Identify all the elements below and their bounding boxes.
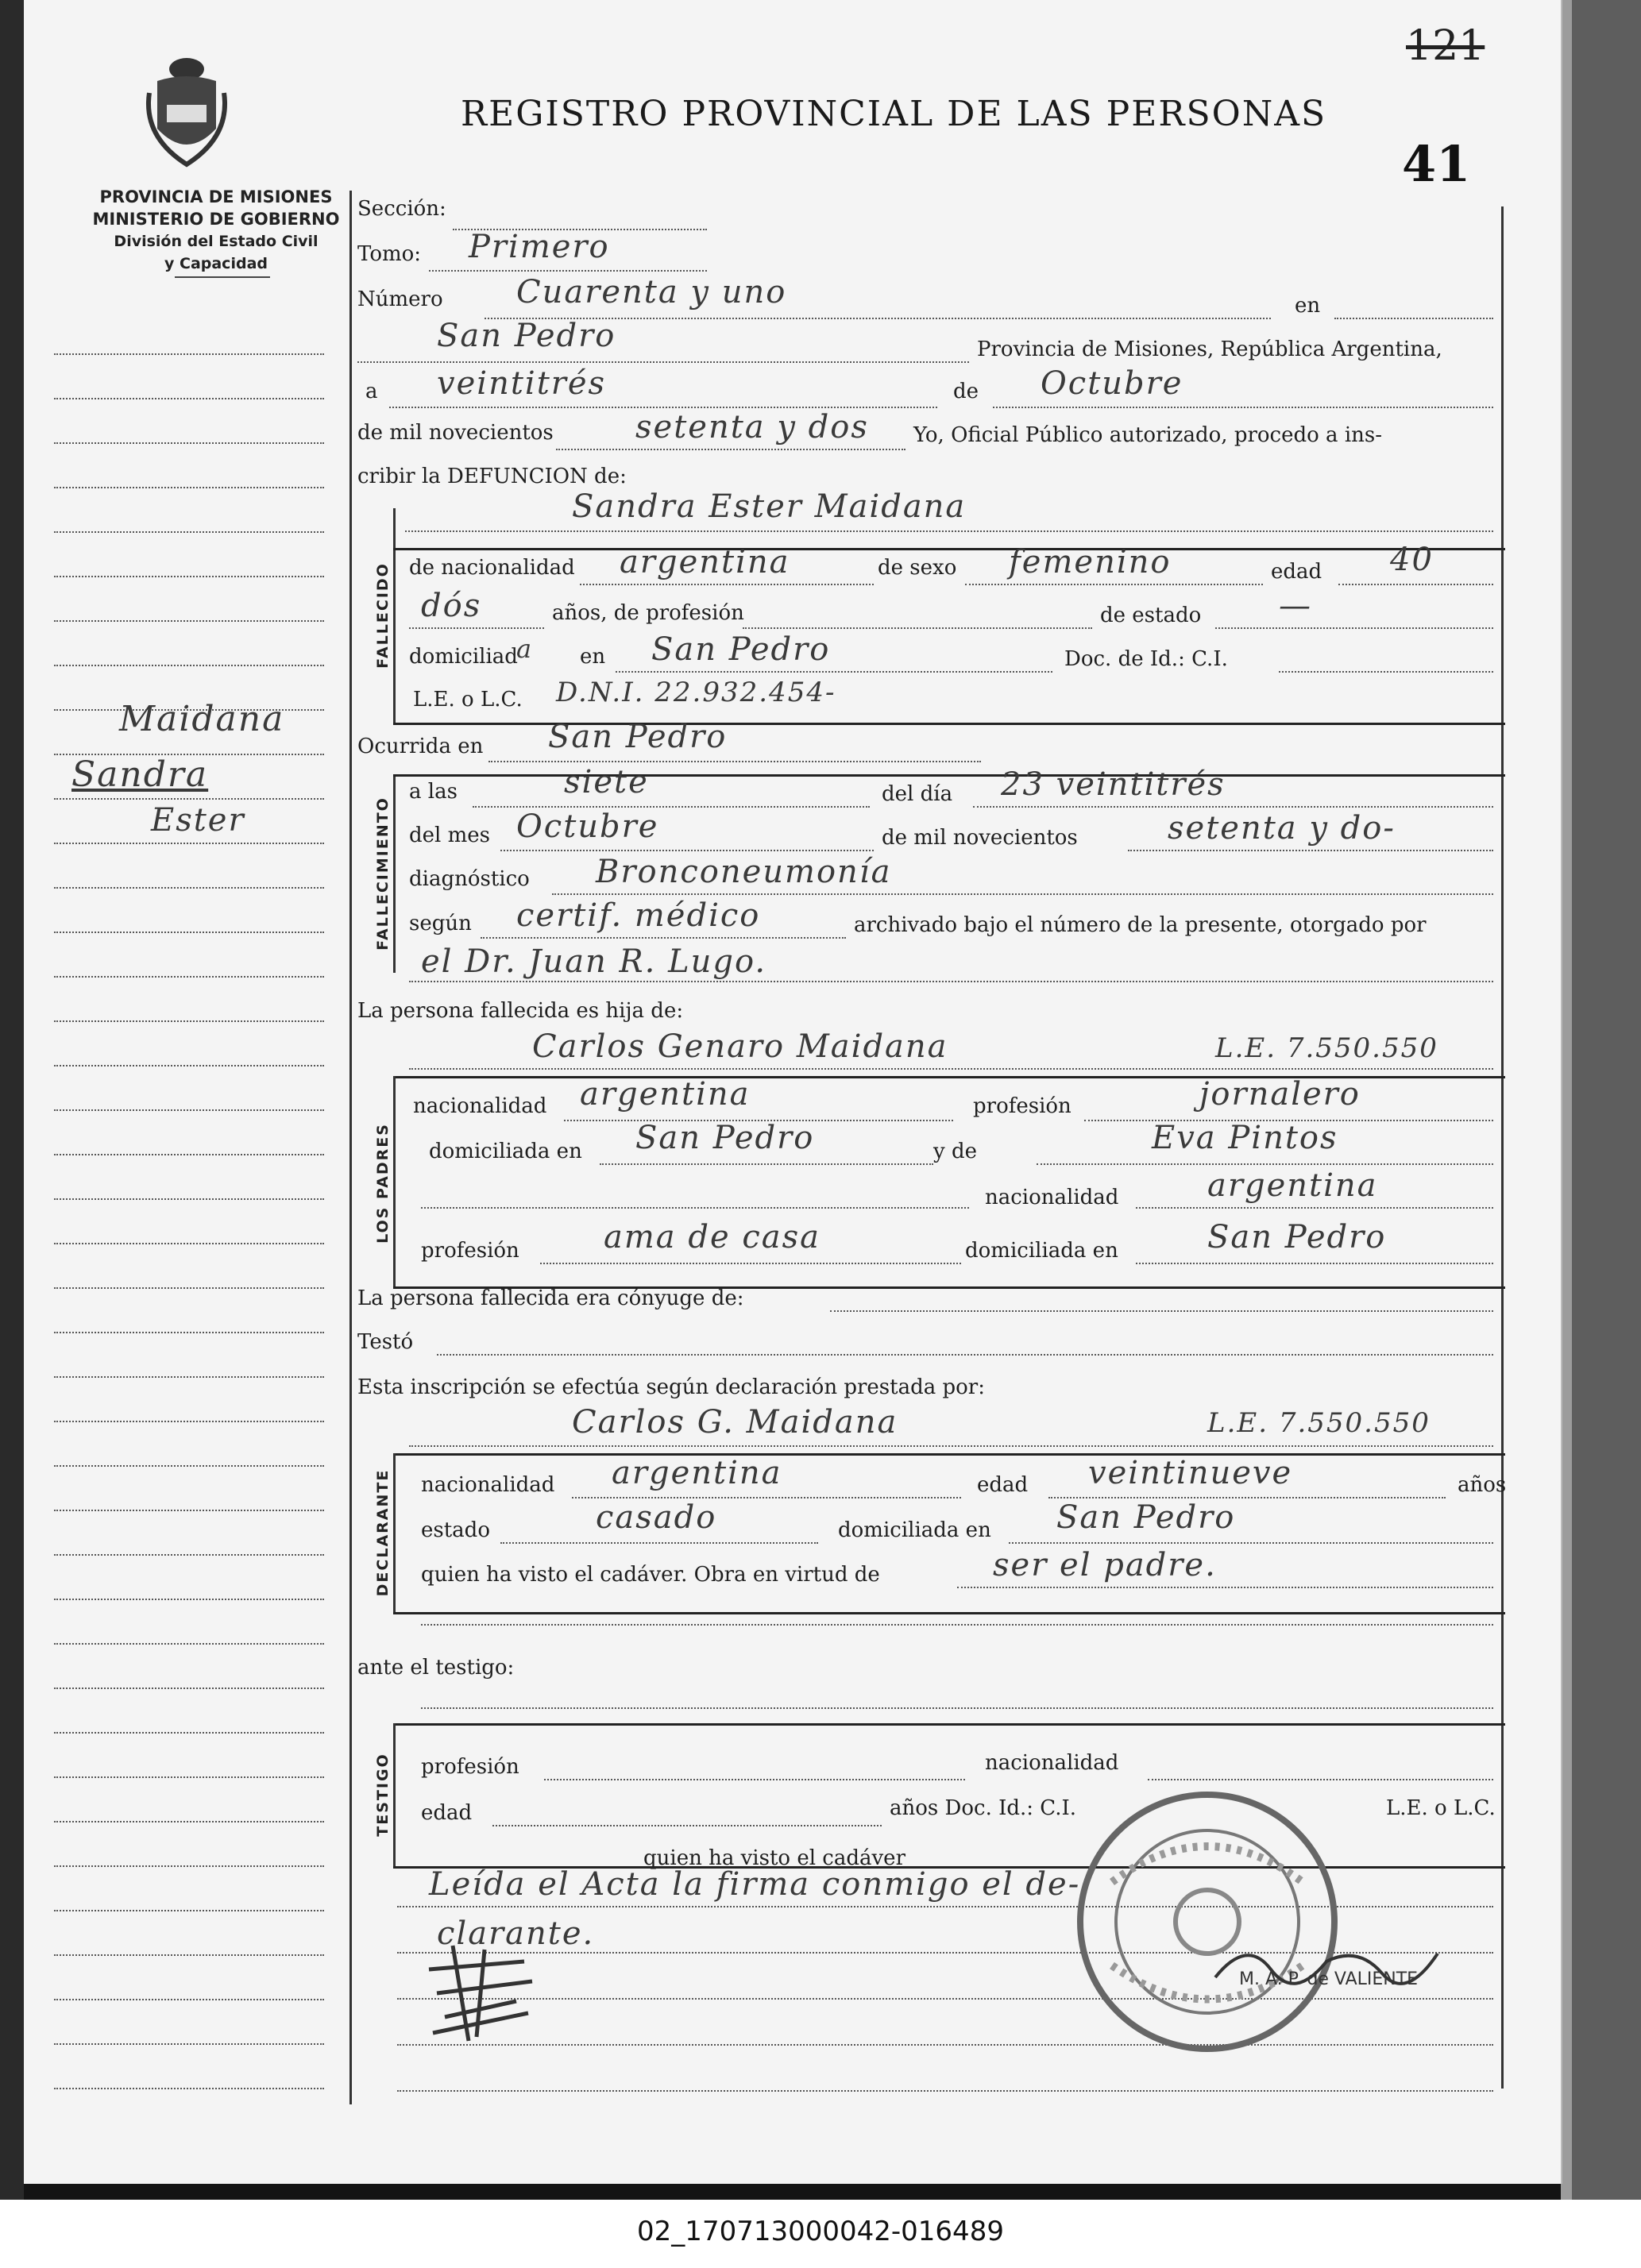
ocurrida-value: San Pedro <box>548 719 728 755</box>
certificado-value: certif. médico <box>516 897 761 934</box>
page-title: REGISTRO PROVINCIAL DE LAS PERSONAS <box>461 94 1327 134</box>
margin-second-name: Ester <box>151 802 245 839</box>
del-mes-value: Octubre <box>516 808 659 845</box>
tomo-label: Tomo: <box>357 242 422 266</box>
del-dia-value: 23 veintitrés <box>1001 766 1226 803</box>
section-declarante: DECLARANTE <box>374 1468 392 1597</box>
domicilio-value: San Pedro <box>651 631 831 668</box>
edad-value: 40 <box>1390 542 1434 578</box>
struck-folio-number: 121 <box>1406 22 1485 70</box>
dia-value: veintitrés <box>437 365 607 402</box>
section-fallecido: FALLECIDO <box>374 562 392 669</box>
closing-note-1: Leída el Acta la firma conmigo el de- <box>429 1866 1081 1903</box>
declarante-name: Carlos G. Maidana <box>572 1404 898 1441</box>
book-cover <box>1561 0 1641 2200</box>
estado-value: — <box>1279 588 1312 624</box>
otorgado-value: el Dr. Juan R. Lugo. <box>421 943 767 980</box>
padre-name: Carlos Genaro Maidana <box>532 1028 948 1065</box>
official-stamp-icon <box>1064 1779 1350 2065</box>
seccion-label: Sección: <box>357 197 446 221</box>
nacionalidad-value: argentina <box>620 544 790 580</box>
anio-value: setenta y dos <box>635 409 869 446</box>
margin-surname: Maidana <box>119 699 285 739</box>
madre-prof: ama de casa <box>604 1219 820 1256</box>
padre-prof: jornalero <box>1199 1076 1361 1113</box>
section-testigo: TESTIGO <box>374 1753 392 1837</box>
madre-dom: San Pedro <box>1207 1219 1387 1256</box>
virtud-value: ser el padre. <box>993 1547 1217 1583</box>
en-label: en <box>1295 294 1321 318</box>
binder-edge <box>0 0 24 2200</box>
hora-value: siete <box>564 764 649 800</box>
mes-value: Octubre <box>1041 365 1183 402</box>
provincia-label: Provincia de Misiones, República Argentina, <box>977 338 1442 361</box>
madre-nac: argentina <box>1207 1167 1378 1204</box>
decl-dom: San Pedro <box>1056 1499 1236 1536</box>
image-id-label: 02_170713000042-016489 <box>637 2216 1004 2247</box>
dni-value: D.N.I. 22.932.454- <box>556 677 836 708</box>
decl-edad: veintinueve <box>1088 1455 1293 1491</box>
section-padres: LOS PADRES <box>374 1123 392 1244</box>
decl-estado: casado <box>596 1499 717 1536</box>
margin-given-name: Sandra <box>71 754 209 795</box>
declarant-signature-icon <box>421 1938 540 2049</box>
anio2-value: setenta y do- <box>1168 810 1396 847</box>
numero-value: Cuarenta y uno <box>516 274 787 310</box>
declarante-le: L.E. 7.550.550 <box>1207 1407 1431 1439</box>
lugar-value: San Pedro <box>437 318 616 354</box>
image-footer <box>0 2200 1641 2268</box>
coat-of-arms-icon <box>143 49 230 168</box>
madre-name: Eva Pintos <box>1152 1120 1338 1156</box>
issuing-authority: PROVINCIA DE MISIONES MINISTERIO DE GOBIERNO División del Estado Civil y Capacidad <box>92 187 340 272</box>
padre-dom: San Pedro <box>635 1120 815 1156</box>
register-page: PROVINCIA DE MISIONES MINISTERIO DE GOBIERNO División del Estado Civil y Capacidad REGISTRO PROVINCIAL DE LAS PERSONAS 121 41 Maidana Sandra Ester Sección: Tomo: Primero Número Cuarenta y uno en San Pedro Provincia de Misiones, República Argentina, a veintitrés de Octubre de mil novecientos setenta y dos Yo, Oficial Público autorizado, procedo a ins- cribir la DEFUNCION de: FALLECIDO Sandra Ester Maidana de nacionalidad argentina de sexo femenino edad 40 dós años, de profesión de estado — domiciliad a en San Pedro Doc. de Id.: C.I. L.E. o L.C. D.N.I. 22.932.454- Ocurrida en San Pedro FALLECIMIENTO a las siete del día 23 veintitrés del mes Octubre de mil novecientos setenta y do- diagnóstico Bronconeumonía según certif. médico archivado bajo el número de la presente, otorgado por el Dr. Juan R. Lugo. La persona fallecida es hija de: Carlos Genaro Maidana L.E. 7.550.550 LOS PADRES nacionalidad argentina profesión jornalero domiciliada en San Pedro y de Eva Pintos nacionalidad argentina profesión ama de casa domiciliada en San Pedro La persona fallecida era cónyuge de: Testó Esta inscripción se efectúa según declaración prestada por: Carlos G. Maidana L.E. 7.550.550 DECLARANTE nacionalidad argentina edad veintinueve años estado casado domiciliada en San Pedro quien ha visto el cadáver. Obra en virtud de ser el padre. ante el testigo: TESTIGO profesión nacionalidad edad años Doc. Id.: C.I. L.E. o L.C. quien ha visto el cadáver Leída el Acta la firma conmigo el de- clarante. M. A. P. de VALIENTE <box>24 0 1562 2184</box>
tomo-value: Primero <box>469 229 610 265</box>
padre-le: L.E. 7.550.550 <box>1215 1032 1438 1064</box>
right-border <box>1501 206 1504 2089</box>
officer-stamp-name: M. A. P. de VALIENTE <box>1239 1969 1419 1989</box>
padre-nac: argentina <box>580 1076 751 1113</box>
margin-divider <box>349 191 352 2104</box>
sexo-value: femenino <box>1009 544 1172 580</box>
diagnostico-value: Bronconeumonía <box>596 854 892 890</box>
deceased-name: Sandra Ester Maidana <box>572 488 967 525</box>
decl-nac: argentina <box>612 1455 782 1491</box>
section-fallecimiento: FALLECIMIENTO <box>374 796 392 951</box>
closing-note-2: clarante. <box>437 1915 595 1952</box>
folio-number: 41 <box>1402 135 1471 193</box>
numero-label: Número <box>357 287 443 311</box>
